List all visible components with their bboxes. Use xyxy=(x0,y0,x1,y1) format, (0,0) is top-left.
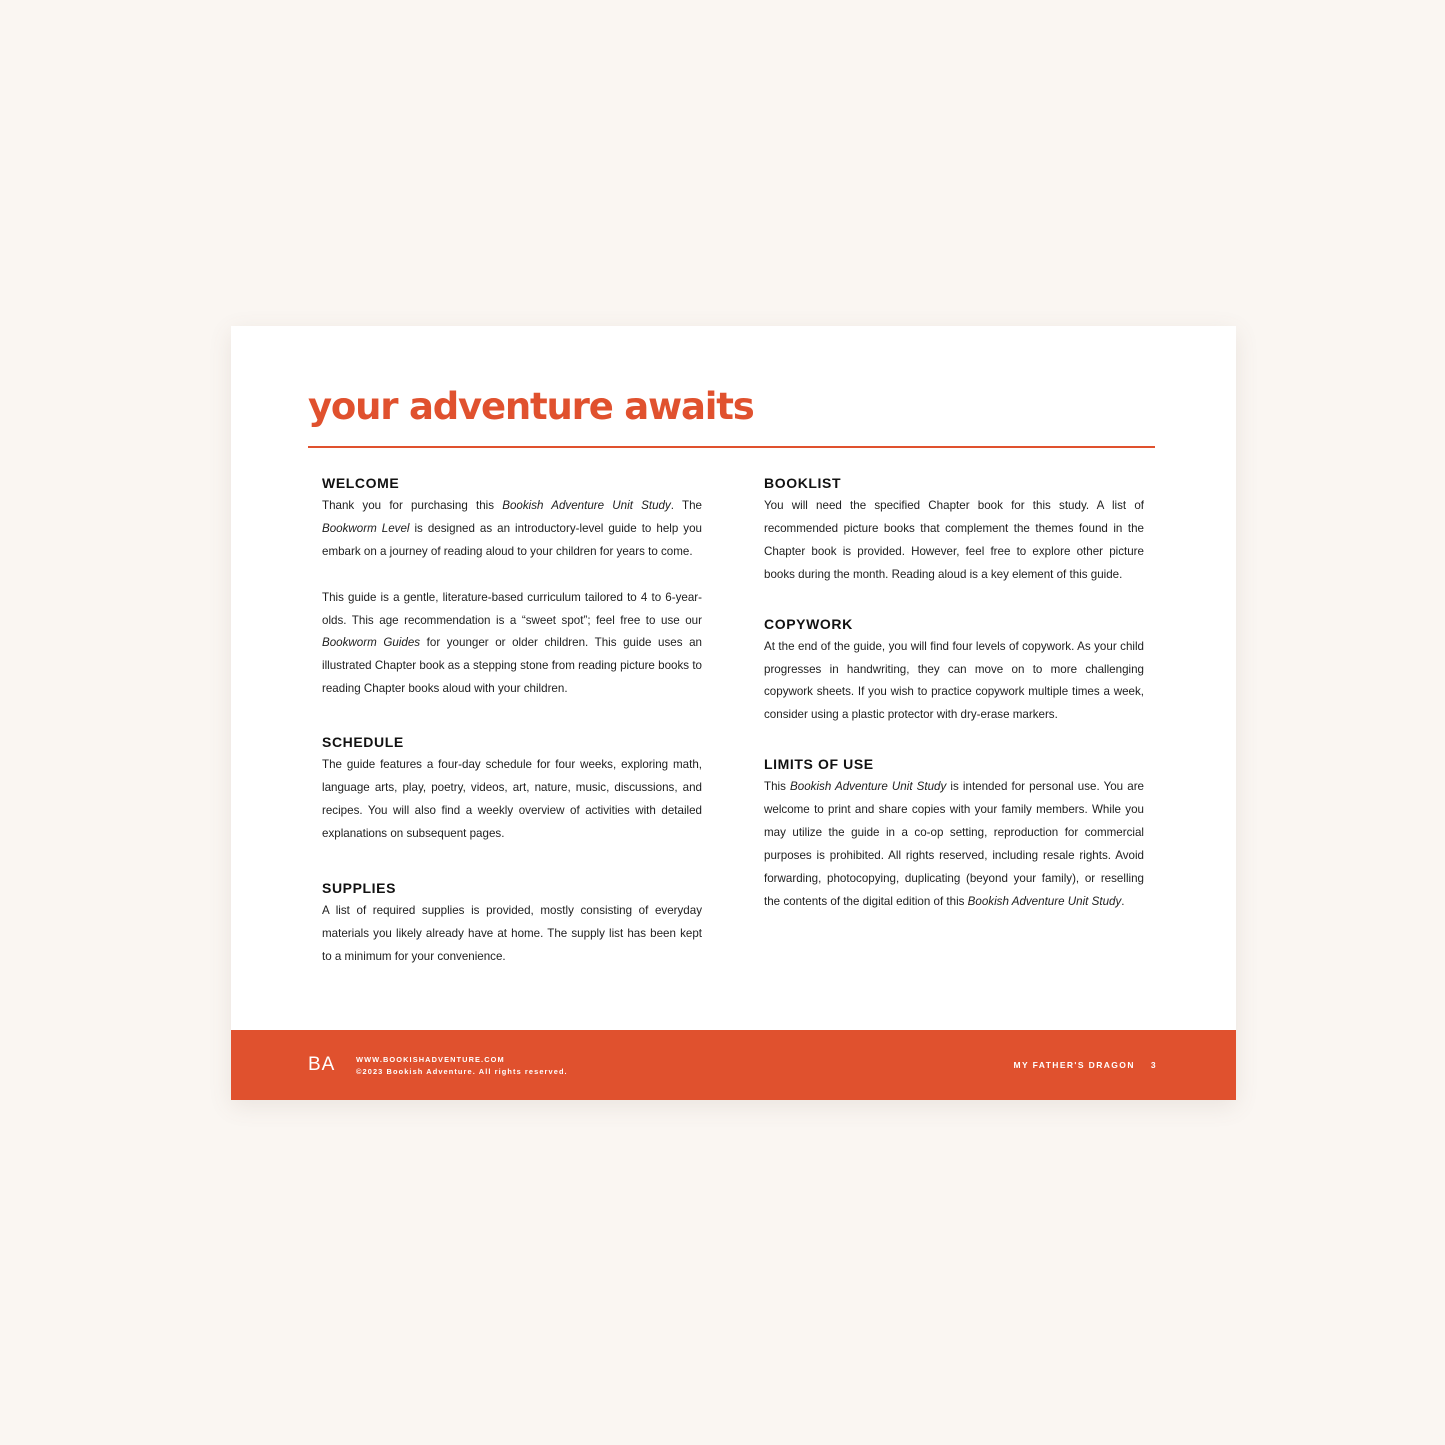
section-welcome xyxy=(322,476,702,701)
section-paragraph: This guide is a gentle, literature-based curriculum tailored to 4 to 6-year-olds. This age recommendation is a “sweet spot”; feel free to use our Bookworm Guides for younger or older children. This guide uses an illustrated Chapter book as a stepping stone from reading picture books to reading Chapter books aloud with your children. xyxy=(322,590,702,696)
section-heading: COPYWORK xyxy=(764,615,853,632)
section-paragraph: Thank you for purchasing this Bookish Adventure Unit Study. The Bookworm Level is designed as an introductory-level guide to help you embark on a journey of reading aloud to your children for years to come. xyxy=(322,499,702,558)
copyright-notice: ©2023 Bookish Adventure. All rights reserved. xyxy=(356,1067,568,1076)
section-paragraph: A list of required supplies is provided, mostly consisting of everyday materials you likely already have at home. The supply list has been kept to a minimum for your convenience. xyxy=(322,903,702,963)
brand-logo: BA xyxy=(308,1054,336,1075)
title-divider xyxy=(308,446,1155,448)
section-heading: SUPPLIES xyxy=(322,879,397,896)
book-title: MY FATHER'S DRAGON xyxy=(1013,1060,1135,1070)
right-column xyxy=(764,476,1144,914)
section-supplies xyxy=(322,881,702,969)
section-heading: BOOKLIST xyxy=(764,475,842,491)
page-number: 3 xyxy=(1150,1060,1157,1070)
section-paragraph: You will need the specified Chapter book for this study. A list of recommended picture books that complement the themes found in the Chapter book is provided. However, feel free to explore other picture books during the month. Reading aloud is a key element of this guide. xyxy=(764,499,1144,581)
document-page xyxy=(231,326,1236,1100)
website-link[interactable]: WWW.BOOKISHADVENTURE.COM xyxy=(356,1055,505,1064)
section-heading: SCHEDULE xyxy=(322,734,404,751)
page-title: your adventure awaits xyxy=(308,385,754,428)
left-column xyxy=(322,476,702,968)
section-limits-of-use xyxy=(764,757,1144,913)
section-booklist xyxy=(764,476,1144,587)
footer-right xyxy=(1014,1059,1158,1071)
section-paragraph: This Bookish Adventure Unit Study is intended for personal use. You are welcome to print and share copies with your family members. While you may utilize the guide in a co-op setting, reproduction for commercial purposes is prohibited. All rights reserved, including resale rights. Avoid forwarding, photocopying, duplicating (beyond your family), or reselling the contents of the digital edition of this Bookish Adventure Unit Study. xyxy=(764,780,1144,908)
section-paragraph: The guide features a four-day schedule for four weeks, exploring math, language arts, play, poetry, videos, art, nature, music, discussions, and recipes. You will also find a weekly overview of activities with detailed explanations on subsequent pages. xyxy=(322,758,702,840)
footer-info xyxy=(356,1054,568,1078)
section-schedule xyxy=(322,735,702,846)
section-heading: WELCOME xyxy=(322,475,400,491)
section-paragraph: At the end of the guide, you will find four levels of copywork. As your child progresses in handwriting, they can move on to more challenging copywork sheets. If you wish to practice copywork multiple times a week, consider using a plastic protector with dry-erase markers. xyxy=(764,639,1144,722)
section-copywork xyxy=(764,617,1144,728)
section-heading: LIMITS OF USE xyxy=(764,756,874,773)
page-footer xyxy=(231,1030,1236,1100)
